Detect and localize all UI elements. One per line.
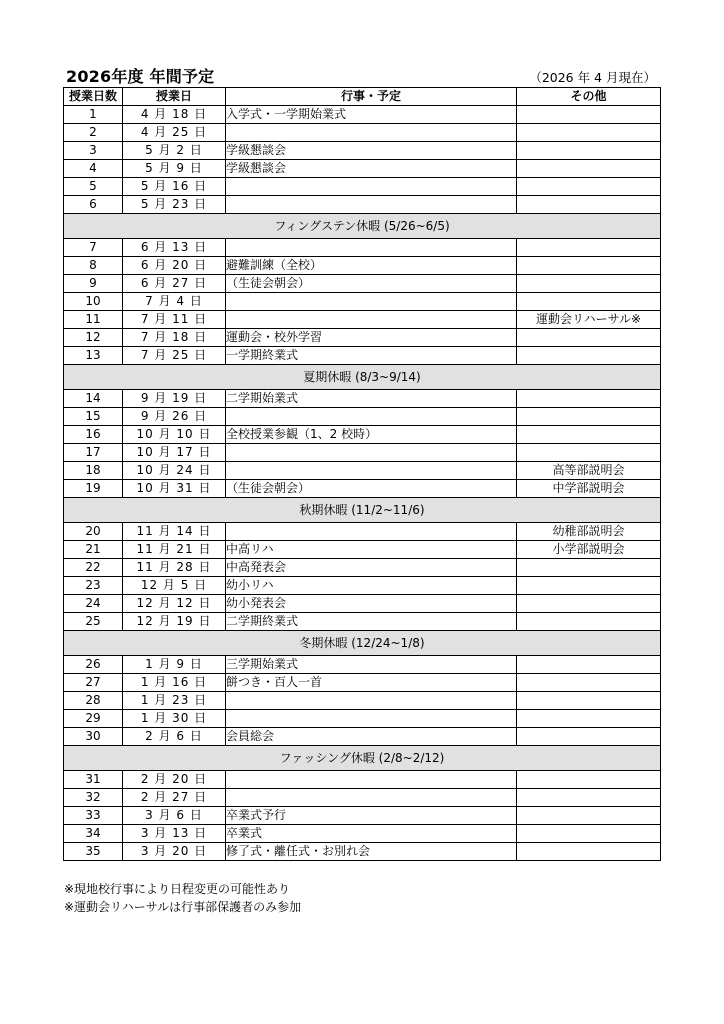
lesson-number: 1 (64, 106, 123, 124)
lesson-date: 7 月 11 日 (123, 311, 226, 329)
event-cell: 幼小発表会 (226, 595, 517, 613)
lesson-date: 2 月 6 日 (123, 728, 226, 746)
table-row (64, 408, 661, 426)
other-cell (517, 843, 661, 861)
lesson-number: 17 (64, 444, 123, 462)
event-cell: 二学期始業式 (226, 390, 517, 408)
other-cell: 中学部説明会 (517, 480, 661, 498)
lesson-number: 25 (64, 613, 123, 631)
lesson-number: 7 (64, 239, 123, 257)
lesson-date: 7 月 25 日 (123, 347, 226, 365)
event-cell: 中高発表会 (226, 559, 517, 577)
lesson-date: 10 月 31 日 (123, 480, 226, 498)
table-row (64, 347, 661, 365)
other-cell (517, 559, 661, 577)
event-cell (226, 462, 517, 480)
holiday-break-row (64, 746, 661, 771)
table-row (64, 789, 661, 807)
event-cell: （生徒会朝会） (226, 480, 517, 498)
lesson-date: 2 月 27 日 (123, 789, 226, 807)
table-row (64, 178, 661, 196)
table-row (64, 390, 661, 408)
event-cell: 餅つき・百人一首 (226, 674, 517, 692)
table-row (64, 444, 661, 462)
other-cell (517, 275, 661, 293)
header-lesson-count: 授業日数 (64, 88, 123, 106)
event-cell (226, 710, 517, 728)
header-event: 行事・予定 (226, 88, 517, 106)
other-cell (517, 595, 661, 613)
holiday-break-row (64, 498, 661, 523)
lesson-date: 7 月 4 日 (123, 293, 226, 311)
lesson-number: 13 (64, 347, 123, 365)
other-cell (517, 710, 661, 728)
event-cell: 避難訓練（全校） (226, 257, 517, 275)
event-cell (226, 178, 517, 196)
other-cell (517, 656, 661, 674)
lesson-date: 12 月 5 日 (123, 577, 226, 595)
table-row (64, 160, 661, 178)
other-cell (517, 807, 661, 825)
lesson-date: 2 月 20 日 (123, 771, 226, 789)
lesson-date: 1 月 23 日 (123, 692, 226, 710)
table-row (64, 275, 661, 293)
other-cell (517, 728, 661, 746)
other-cell (517, 196, 661, 214)
table-row (64, 523, 661, 541)
event-cell: 一学期終業式 (226, 347, 517, 365)
lesson-date: 10 月 24 日 (123, 462, 226, 480)
lesson-date: 6 月 20 日 (123, 257, 226, 275)
event-cell (226, 771, 517, 789)
lesson-date: 5 月 9 日 (123, 160, 226, 178)
table-row (64, 656, 661, 674)
lesson-number: 3 (64, 142, 123, 160)
lesson-number: 27 (64, 674, 123, 692)
event-cell (226, 293, 517, 311)
table-row (64, 293, 661, 311)
lesson-date: 4 月 25 日 (123, 124, 226, 142)
lesson-number: 32 (64, 789, 123, 807)
other-cell (517, 239, 661, 257)
table-row (64, 674, 661, 692)
event-cell (226, 523, 517, 541)
other-cell (517, 825, 661, 843)
other-cell (517, 692, 661, 710)
event-cell: 学級懇談会 (226, 160, 517, 178)
other-cell (517, 106, 661, 124)
lesson-number: 29 (64, 710, 123, 728)
lesson-number: 22 (64, 559, 123, 577)
lesson-number: 28 (64, 692, 123, 710)
lesson-number: 11 (64, 311, 123, 329)
lesson-date: 9 月 26 日 (123, 408, 226, 426)
event-cell (226, 444, 517, 462)
lesson-date: 4 月 18 日 (123, 106, 226, 124)
lesson-date: 6 月 13 日 (123, 239, 226, 257)
table-row (64, 257, 661, 275)
event-cell: 卒業式予行 (226, 807, 517, 825)
lesson-date: 7 月 18 日 (123, 329, 226, 347)
holiday-break-label: 秋期休暇 (11/2~11/6) (64, 498, 661, 523)
event-cell (226, 311, 517, 329)
holiday-break-row (64, 631, 661, 656)
lesson-date: 5 月 16 日 (123, 178, 226, 196)
event-cell: 中高リハ (226, 541, 517, 559)
table-row (64, 124, 661, 142)
lesson-number: 8 (64, 257, 123, 275)
table-row (64, 329, 661, 347)
lesson-date: 3 月 13 日 (123, 825, 226, 843)
lesson-number: 14 (64, 390, 123, 408)
lesson-date: 5 月 2 日 (123, 142, 226, 160)
event-cell: 学級懇談会 (226, 142, 517, 160)
other-cell (517, 771, 661, 789)
lesson-number: 18 (64, 462, 123, 480)
lesson-number: 6 (64, 196, 123, 214)
table-row (64, 480, 661, 498)
lesson-date: 10 月 17 日 (123, 444, 226, 462)
table-row (64, 710, 661, 728)
event-cell (226, 196, 517, 214)
other-cell (517, 329, 661, 347)
other-cell (517, 178, 661, 196)
other-cell (517, 577, 661, 595)
lesson-number: 33 (64, 807, 123, 825)
table-row (64, 595, 661, 613)
event-cell: 修了式・離任式・お別れ会 (226, 843, 517, 861)
other-cell: 小学部説明会 (517, 541, 661, 559)
lesson-number: 9 (64, 275, 123, 293)
event-cell (226, 408, 517, 426)
lesson-number: 21 (64, 541, 123, 559)
holiday-break-label: 夏期休暇 (8/3~9/14) (64, 365, 661, 390)
table-row (64, 843, 661, 861)
other-cell (517, 390, 661, 408)
table-header-row (64, 88, 661, 106)
other-cell (517, 293, 661, 311)
other-cell (517, 142, 661, 160)
table-row (64, 426, 661, 444)
other-cell (517, 124, 661, 142)
holiday-break-row (64, 365, 661, 390)
annual-schedule-table (63, 87, 661, 861)
lesson-date: 5 月 23 日 (123, 196, 226, 214)
lesson-date: 1 月 30 日 (123, 710, 226, 728)
lesson-number: 35 (64, 843, 123, 861)
event-cell: 入学式・一学期始業式 (226, 106, 517, 124)
table-row (64, 239, 661, 257)
table-row (64, 613, 661, 631)
other-cell (517, 613, 661, 631)
table-row (64, 807, 661, 825)
event-cell (226, 239, 517, 257)
as-of-date: （2026 年 4 月現在） (529, 70, 656, 85)
event-cell (226, 124, 517, 142)
document-title: 2026年度 年間予定 (66, 67, 215, 86)
other-cell (517, 347, 661, 365)
lesson-number: 2 (64, 124, 123, 142)
lesson-number: 16 (64, 426, 123, 444)
lesson-number: 30 (64, 728, 123, 746)
other-cell (517, 426, 661, 444)
lesson-number: 4 (64, 160, 123, 178)
lesson-date: 11 月 28 日 (123, 559, 226, 577)
lesson-number: 24 (64, 595, 123, 613)
lesson-date: 3 月 20 日 (123, 843, 226, 861)
schedule-body (64, 106, 661, 861)
lesson-date: 1 月 16 日 (123, 674, 226, 692)
lesson-number: 12 (64, 329, 123, 347)
lesson-number: 34 (64, 825, 123, 843)
table-row (64, 771, 661, 789)
lesson-date: 11 月 14 日 (123, 523, 226, 541)
holiday-break-label: 冬期休暇 (12/24~1/8) (64, 631, 661, 656)
footnote: ※現地校行事により日程変更の可能性あり (64, 882, 291, 896)
other-cell: 高等部説明会 (517, 462, 661, 480)
event-cell: 二学期終業式 (226, 613, 517, 631)
other-cell (517, 674, 661, 692)
table-row (64, 541, 661, 559)
lesson-date: 6 月 27 日 (123, 275, 226, 293)
table-row (64, 825, 661, 843)
event-cell: 会員総会 (226, 728, 517, 746)
lesson-number: 23 (64, 577, 123, 595)
table-row (64, 559, 661, 577)
lesson-number: 19 (64, 480, 123, 498)
event-cell: 三学期始業式 (226, 656, 517, 674)
event-cell: 卒業式 (226, 825, 517, 843)
lesson-date: 11 月 21 日 (123, 541, 226, 559)
lesson-number: 10 (64, 293, 123, 311)
other-cell (517, 257, 661, 275)
other-cell (517, 408, 661, 426)
table-row (64, 142, 661, 160)
header-other: その他 (517, 88, 661, 106)
lesson-date: 12 月 19 日 (123, 613, 226, 631)
event-cell (226, 692, 517, 710)
lesson-date: 9 月 19 日 (123, 390, 226, 408)
other-cell: 幼稚部説明会 (517, 523, 661, 541)
table-row (64, 462, 661, 480)
other-cell (517, 789, 661, 807)
header-lesson-date: 授業日 (123, 88, 226, 106)
event-cell: 運動会・校外学習 (226, 329, 517, 347)
lesson-number: 31 (64, 771, 123, 789)
event-cell: 幼小リハ (226, 577, 517, 595)
table-row (64, 106, 661, 124)
lesson-date: 12 月 12 日 (123, 595, 226, 613)
holiday-break-label: ファッシング休暇 (2/8~2/12) (64, 746, 661, 771)
lesson-date: 10 月 10 日 (123, 426, 226, 444)
table-row (64, 311, 661, 329)
other-cell (517, 444, 661, 462)
lesson-number: 20 (64, 523, 123, 541)
lesson-number: 15 (64, 408, 123, 426)
event-cell: （生徒会朝会） (226, 275, 517, 293)
table-row (64, 692, 661, 710)
holiday-break-label: フィングステン休暇 (5/26~6/5) (64, 214, 661, 239)
table-row (64, 196, 661, 214)
other-cell (517, 160, 661, 178)
holiday-break-row (64, 214, 661, 239)
event-cell: 全校授業参観（1、2 校時） (226, 426, 517, 444)
other-cell: 運動会リハーサル※ (517, 311, 661, 329)
event-cell (226, 789, 517, 807)
footnote: ※運動会リハーサルは行事部保護者のみ参加 (64, 900, 302, 914)
lesson-number: 26 (64, 656, 123, 674)
table-row (64, 577, 661, 595)
lesson-date: 1 月 9 日 (123, 656, 226, 674)
footnotes (64, 880, 301, 916)
table-row (64, 728, 661, 746)
lesson-date: 3 月 6 日 (123, 807, 226, 825)
lesson-number: 5 (64, 178, 123, 196)
